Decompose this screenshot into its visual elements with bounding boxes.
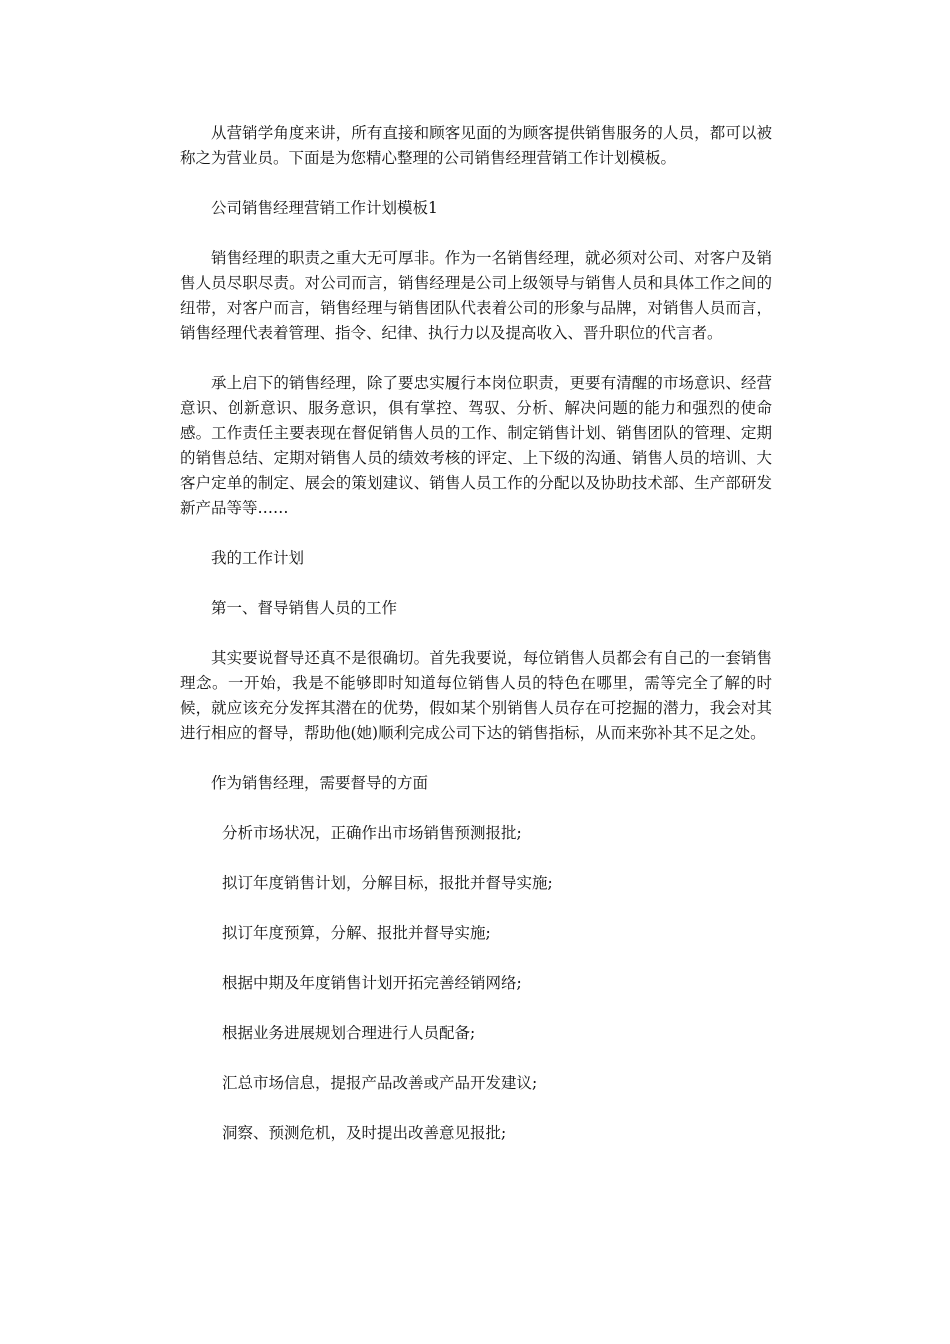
plan-heading: 我的工作计划	[211, 549, 305, 567]
list-item: 根据中期及年度销售计划开拓完善经销网络;	[222, 974, 522, 992]
template-title: 公司销售经理营销工作计划模板1	[211, 199, 438, 217]
duties-paragraph: 销售经理的职责之重大无可厚非。作为一名销售经理，就必须对公司、对客户及销售人员尽职尽责。对公司而言，销售经理是公司上级领导与销售人员和具体工作之间的纽带，对客户而言，销售经理与销售团队代表着公司的形象与品牌，对销售人员而言，销售经理代表着管理、指令、纪律、执行力以及提高收入、晋升职位的代言者。	[180, 249, 772, 342]
document-body	[180, 121, 772, 1171]
list-item: 分析市场状况，正确作出市场销售预测报批;	[222, 824, 522, 842]
list-item: 洞察、预测危机，及时提出改善意见报批;	[222, 1124, 507, 1142]
role-paragraph: 承上启下的销售经理，除了要忠实履行本岗位职责，更要有清醒的市场意识、经营意识、创新意识、服务意识，俱有掌控、驾驭、分析、解决问题的能力和强烈的使命感。工作责任主要表现在督促销售人员的工作、制定销售计划、销售团队的管理、定期的销售总结、定期对销售人员的绩效考核的评定、上下级的沟通、销售人员的培训、大客户定单的制定、展会的策划建议、销售人员工作的分配以及协助技术部、生产部研发新产品等等……	[180, 374, 772, 517]
section-one-heading: 第一、督导销售人员的工作	[211, 599, 398, 617]
supervise-paragraph: 其实要说督导还真不是很确切。首先我要说，每位销售人员都会有自己的一套销售理念。一开始，我是不能够即时知道每位销售人员的特色在哪里，需等完全了解的时候，就应该充分发挥其潜在的优势，假如某个别销售人员存在可挖掘的潜力，我会对其进行相应的督导，帮助他(她)顺利完成公司下达的销售指标，从而来弥补其不足之处。	[180, 649, 772, 742]
aspects-heading: 作为销售经理，需要督导的方面	[211, 774, 429, 792]
list-item: 拟订年度预算，分解、报批并督导实施;	[222, 924, 491, 942]
list-item: 汇总市场信息，提报产品改善或产品开发建议;	[222, 1074, 538, 1092]
intro-paragraph: 从营销学角度来讲，所有直接和顾客见面的为顾客提供销售服务的人员，都可以被称之为营业员。下面是为您精心整理的公司销售经理营销工作计划模板。	[180, 124, 772, 167]
list-item: 根据业务进展规划合理进行人员配备;	[222, 1024, 476, 1042]
list-item: 拟订年度销售计划，分解目标，报批并督导实施;	[222, 874, 553, 892]
